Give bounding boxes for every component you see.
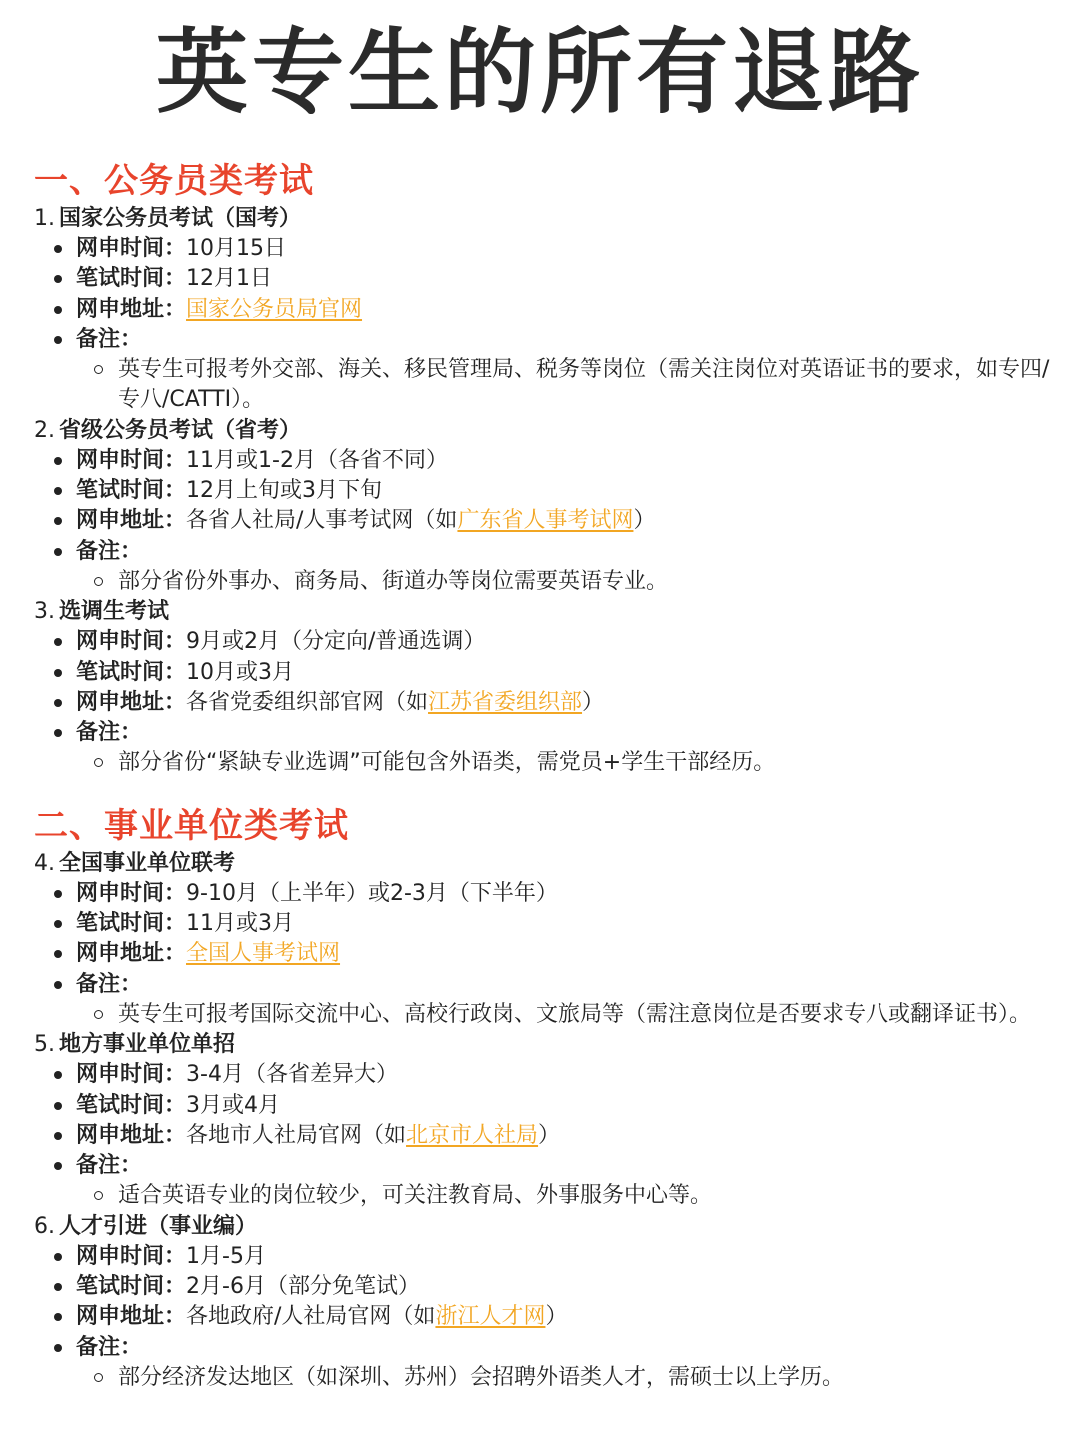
exam-time-row bbox=[54, 909, 1054, 939]
field-label: 备注： bbox=[76, 326, 143, 352]
exam-item bbox=[34, 597, 1054, 778]
exam-name: 国家公务员考试（国考） bbox=[59, 206, 302, 231]
field-label: 网申地址： bbox=[76, 1122, 187, 1148]
field-label: 备注： bbox=[76, 971, 143, 997]
field-value: 各省党委组织部官网（如 bbox=[186, 689, 429, 715]
page-title: 英专生的所有退路 bbox=[155, 19, 924, 126]
exam-title bbox=[34, 1030, 1054, 1060]
exam-name: 选调生考试 bbox=[59, 599, 170, 625]
exam-fields bbox=[34, 446, 1054, 597]
apply-site-row bbox=[54, 1302, 1054, 1332]
field-value: 10月15日 bbox=[186, 236, 287, 261]
field-value: 2月-6月（部分免笔试） bbox=[186, 1274, 420, 1300]
exam-time-row bbox=[54, 1091, 1054, 1121]
exam-fields bbox=[34, 627, 1054, 778]
site-link[interactable]: 广东省人事考试网 bbox=[457, 508, 634, 534]
field-value: 11月或3月 bbox=[186, 911, 295, 937]
note-text: 部分经济发达地区（如深圳、苏州）会招聘外语类人才，需硕士以上学历。 bbox=[94, 1363, 1054, 1393]
note-row bbox=[54, 718, 1054, 779]
apply-site-row bbox=[54, 295, 1054, 325]
exam-title bbox=[34, 1212, 1054, 1242]
document-body bbox=[34, 158, 1054, 1393]
exam-item bbox=[34, 1212, 1054, 1393]
apply-site-row bbox=[54, 688, 1054, 718]
section-heading: 二、事业单位类考试 bbox=[34, 805, 349, 846]
apply-time-row bbox=[54, 1242, 1054, 1272]
field-value: 各地市人社局官网（如 bbox=[186, 1122, 407, 1148]
section-public-institution bbox=[34, 803, 1054, 1393]
note-row bbox=[54, 537, 1054, 598]
note-list bbox=[76, 355, 1054, 416]
site-link[interactable]: 江苏省委组织部 bbox=[428, 689, 583, 715]
exam-number: 2. bbox=[34, 417, 55, 443]
note-text: 部分省份外事办、商务局、街道办等岗位需要英语专业。 bbox=[94, 567, 1054, 597]
note-text: 适合英语专业的岗位较少，可关注教育局、外事服务中心等。 bbox=[94, 1181, 1054, 1211]
field-value: 1月-5月 bbox=[186, 1243, 266, 1269]
field-label: 笔试时间： bbox=[76, 266, 187, 292]
field-label: 网申时间： bbox=[76, 629, 187, 655]
field-label: 笔试时间： bbox=[76, 1274, 187, 1300]
exam-item bbox=[34, 204, 1054, 416]
field-value: ） bbox=[582, 689, 605, 715]
note-list bbox=[76, 1181, 1054, 1211]
field-value: 11月或1-2月（各省不同） bbox=[186, 447, 448, 473]
field-label: 网申地址： bbox=[76, 941, 187, 967]
exam-time-row bbox=[54, 658, 1054, 688]
field-label: 备注： bbox=[76, 720, 143, 746]
field-label: 网申时间： bbox=[76, 880, 187, 906]
section-heading: 一、公务员类考试 bbox=[34, 161, 314, 201]
exam-item bbox=[34, 416, 1054, 597]
field-value: 3月或4月 bbox=[186, 1092, 281, 1118]
note-text: 英专生可报考国际交流中心、高校行政岗、文旅局等（需注意岗位是否要求专八或翻译证书）。 bbox=[94, 1000, 1054, 1030]
field-label: 网申时间： bbox=[76, 1243, 187, 1269]
note-list bbox=[76, 567, 1054, 597]
field-label: 备注： bbox=[76, 1334, 143, 1360]
exam-name: 省级公务员考试（省考） bbox=[59, 417, 302, 443]
exam-fields bbox=[34, 1060, 1054, 1211]
field-value: 9月或2月（分定向/普通选调） bbox=[186, 629, 486, 655]
exam-item bbox=[34, 1030, 1054, 1211]
field-label: 笔试时间： bbox=[76, 1092, 187, 1118]
field-label: 备注： bbox=[76, 1153, 143, 1179]
field-label: 网申时间： bbox=[76, 1062, 187, 1088]
field-value: 12月上旬或3月下旬 bbox=[186, 478, 383, 504]
note-list bbox=[76, 1363, 1054, 1393]
section-civil-service bbox=[34, 158, 1054, 779]
exam-title bbox=[34, 204, 1054, 234]
field-value: ） bbox=[633, 508, 656, 534]
exam-number: 1. bbox=[34, 206, 55, 231]
field-label: 备注： bbox=[76, 538, 143, 564]
apply-site-row bbox=[54, 506, 1054, 536]
note-row bbox=[54, 325, 1054, 416]
exam-title bbox=[34, 849, 1054, 879]
field-value: ） bbox=[545, 1304, 568, 1330]
exam-number: 4. bbox=[34, 850, 55, 876]
apply-site-row bbox=[54, 939, 1054, 969]
exam-time-row bbox=[54, 476, 1054, 506]
site-link[interactable]: 国家公务员局官网 bbox=[186, 296, 363, 322]
field-label: 网申地址： bbox=[76, 689, 187, 715]
apply-site-row bbox=[54, 1121, 1054, 1151]
exam-fields bbox=[34, 234, 1054, 416]
exam-name: 地方事业单位单招 bbox=[59, 1032, 236, 1058]
apply-time-row bbox=[54, 446, 1054, 476]
exam-title bbox=[34, 416, 1054, 446]
exam-time-row bbox=[54, 1272, 1054, 1302]
site-link[interactable]: 北京市人社局 bbox=[406, 1122, 539, 1148]
exam-number: 3. bbox=[34, 599, 55, 625]
apply-time-row bbox=[54, 879, 1054, 909]
exam-number: 5. bbox=[34, 1032, 55, 1058]
field-label: 网申时间： bbox=[76, 236, 187, 261]
exam-title bbox=[34, 597, 1054, 627]
apply-time-row bbox=[54, 234, 1054, 264]
exam-item bbox=[34, 849, 1054, 1030]
field-value: 各地政府/人社局官网（如 bbox=[186, 1304, 436, 1330]
field-value: 12月1日 bbox=[186, 266, 273, 292]
exam-fields bbox=[34, 1242, 1054, 1393]
exam-number: 6. bbox=[34, 1213, 55, 1239]
field-label: 笔试时间： bbox=[76, 659, 187, 685]
note-row bbox=[54, 970, 1054, 1031]
field-label: 网申地址： bbox=[76, 508, 187, 534]
site-link[interactable]: 浙江人才网 bbox=[435, 1304, 546, 1330]
exam-name: 全国事业单位联考 bbox=[59, 850, 236, 876]
field-value: 9-10月（上半年）或2-3月（下半年） bbox=[186, 880, 558, 906]
field-value: 10月或3月 bbox=[186, 659, 295, 685]
field-label: 网申地址： bbox=[76, 296, 187, 322]
note-row bbox=[54, 1333, 1054, 1394]
note-text: 部分省份“紧缺专业选调”可能包含外语类，需党员+学生干部经历。 bbox=[94, 748, 1054, 778]
exam-fields bbox=[34, 879, 1054, 1030]
field-label: 网申地址： bbox=[76, 1304, 187, 1330]
site-link[interactable]: 全国人事考试网 bbox=[186, 941, 341, 967]
exam-time-row bbox=[54, 264, 1054, 294]
apply-time-row bbox=[54, 1060, 1054, 1090]
note-row bbox=[54, 1151, 1054, 1212]
field-value: ） bbox=[538, 1122, 561, 1148]
field-label: 笔试时间： bbox=[76, 478, 187, 504]
field-label: 网申时间： bbox=[76, 447, 187, 473]
note-list bbox=[76, 748, 1054, 778]
field-value: 3-4月（各省差异大） bbox=[186, 1062, 398, 1088]
field-label: 笔试时间： bbox=[76, 911, 187, 937]
apply-time-row bbox=[54, 627, 1054, 657]
field-value: 各省人社局/人事考试网（如 bbox=[186, 508, 458, 534]
note-list bbox=[76, 1000, 1054, 1030]
exam-name: 人才引进（事业编） bbox=[59, 1213, 258, 1239]
note-text: 英专生可报考外交部、海关、移民管理局、税务等岗位（需关注岗位对英语证书的要求，如专四/专八/CATTI）。 bbox=[94, 355, 1054, 416]
